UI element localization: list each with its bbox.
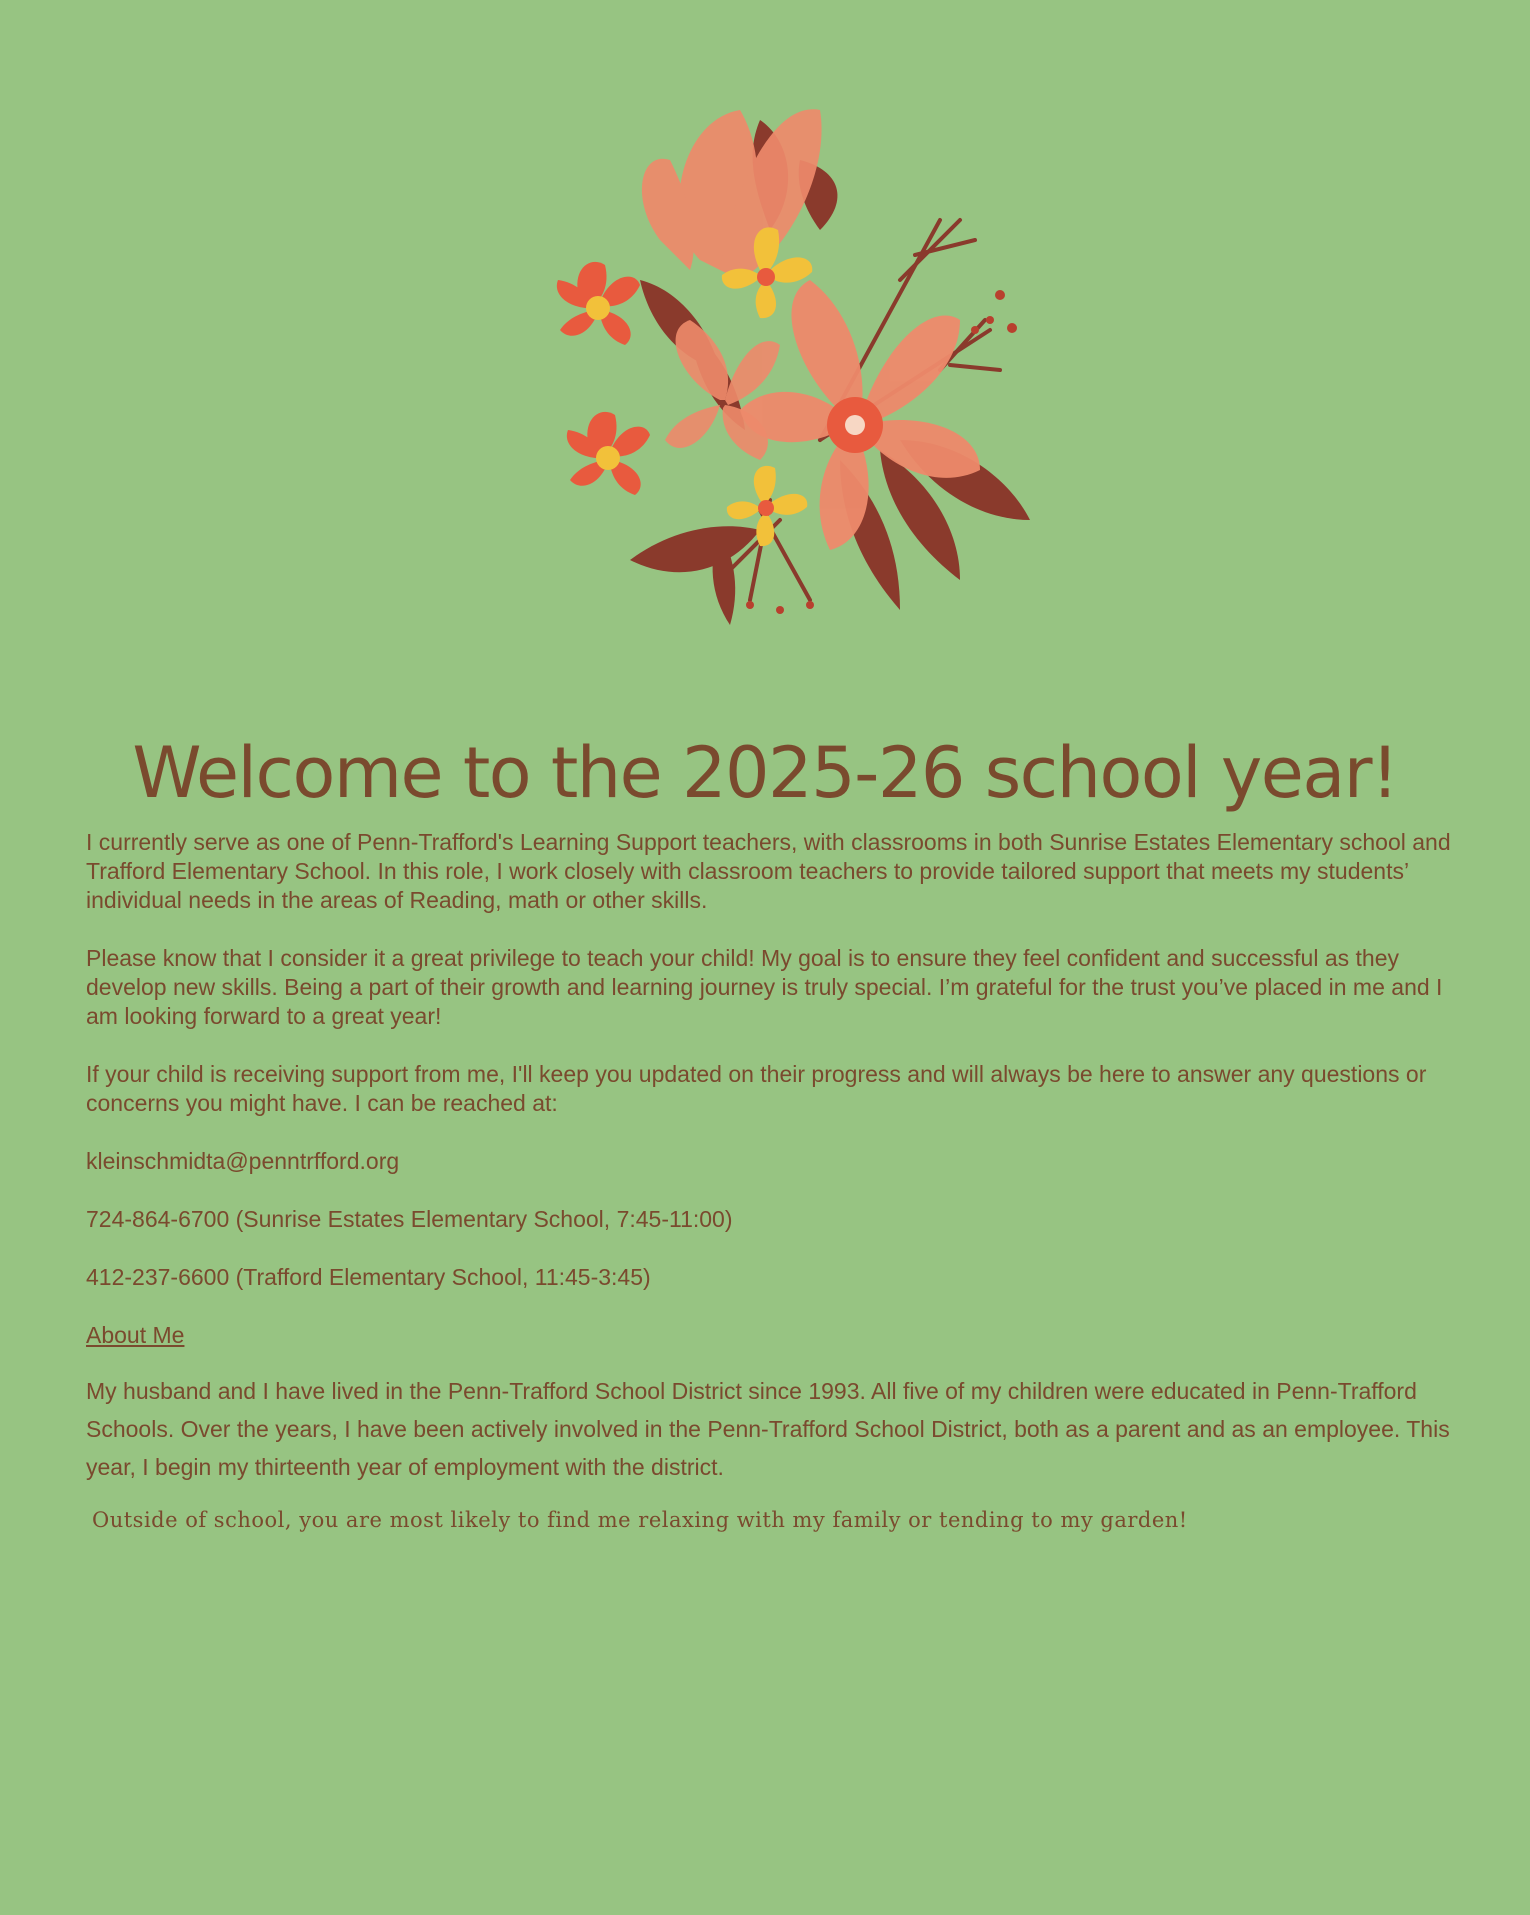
intro-paragraph: I currently serve as one of Penn-Trafford's Learning Support teachers, with classrooms in both Sunrise Estates Elementary school and Trafford Elementary School. In this role, I work closely with classroom teachers to provide tailored support that meets my students’ individual needs in the areas of Reading, math or other skills. xyxy=(86,829,1451,913)
about-me-heading: About Me xyxy=(86,1322,185,1348)
phone-sunrise: 724-864-6700 (Sunrise Estates Elementary School, 7:45-11:00) xyxy=(86,1206,733,1232)
phone-trafford: 412-237-6600 (Trafford Elementary School, 11:45-3:45) xyxy=(86,1264,651,1290)
page-title: Welcome to the 2025-26 school year! xyxy=(132,732,1398,814)
email-address[interactable]: kleinschmidta@penntrfford.org xyxy=(86,1148,400,1174)
about-me-paragraph: My husband and I have lived in the Penn-Trafford School District since 1993. All five of my children were educated in Penn-Trafford Schools. Over the years, I have been actively involved in the Penn-Trafford School District, both as a parent and as an employee. This year, I begin my thirteenth year of employment with the district. xyxy=(86,1378,1450,1480)
privilege-paragraph: Please know that I consider it a great privilege to teach your child! My goal is to ensure they feel confident and successful as they develop new skills. Being a part of their growth and learning journey is truly special. I’m grateful for the trust you’ve placed in me and I am looking forward to a great year! xyxy=(86,945,1443,1029)
contact-paragraph: If your child is receiving support from me, I'll keep you updated on their progress and will always be here to answer any questions or concerns you might have. I can be reached at: xyxy=(86,1061,1427,1116)
letter-body xyxy=(86,828,1452,1535)
floral-bouquet-icon xyxy=(520,80,1080,640)
outside-school-paragraph: Outside of school, you are most likely to find me relaxing with my family or tending to my garden! xyxy=(92,1508,1188,1532)
